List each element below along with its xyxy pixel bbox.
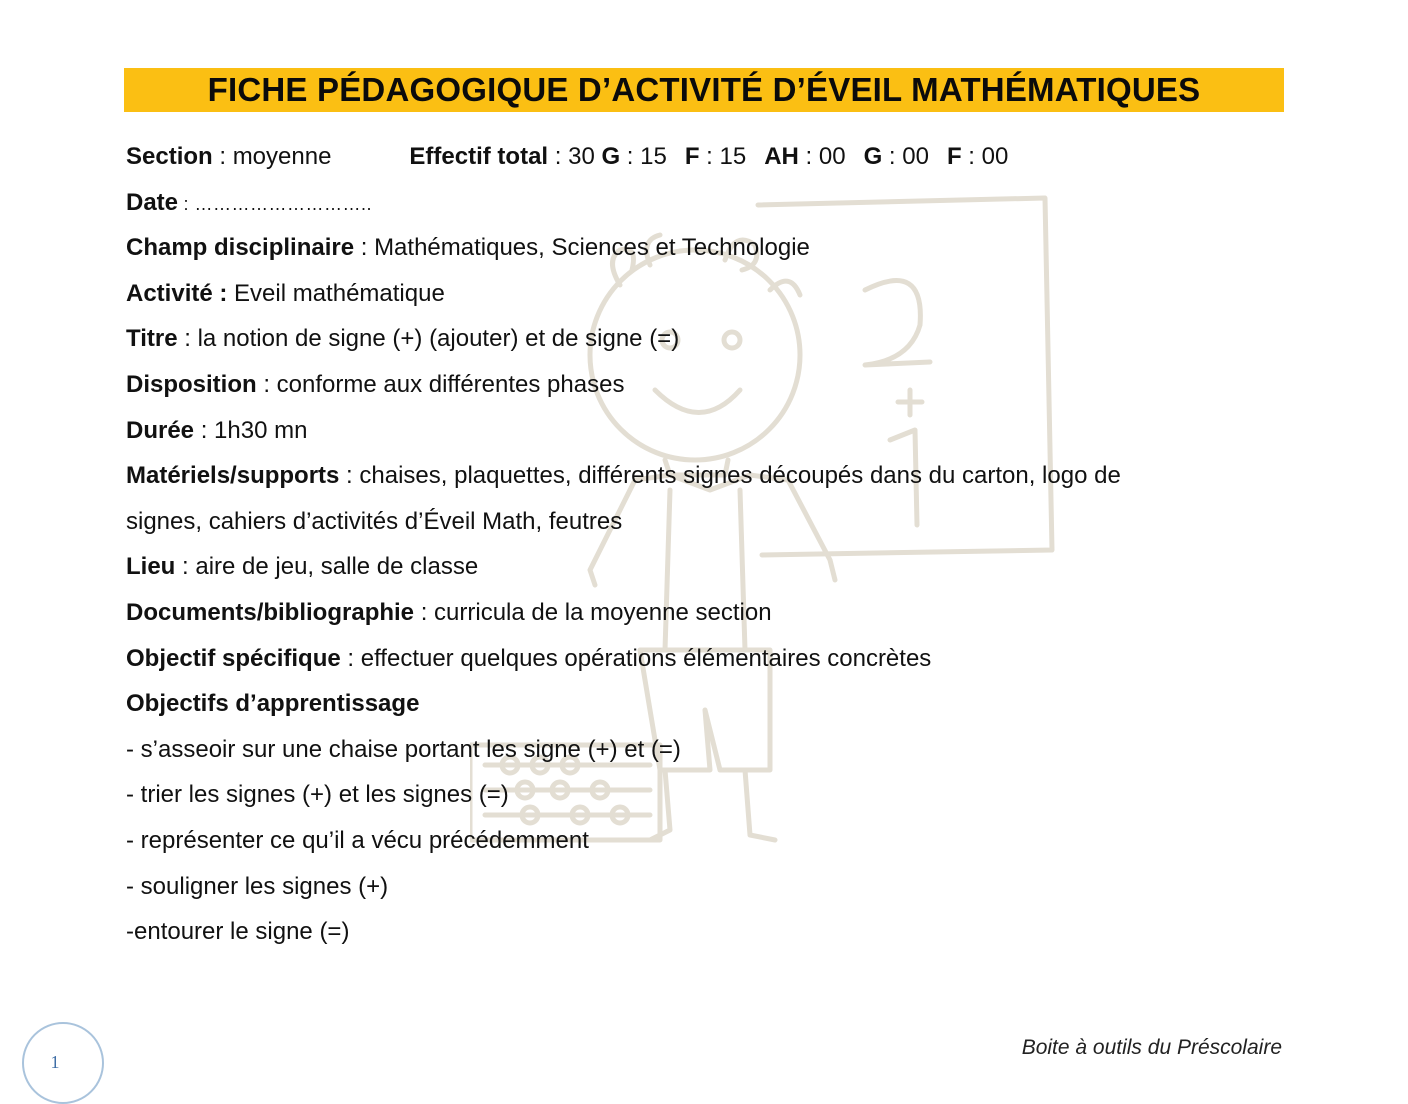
date-value: : ……………………….. (178, 193, 373, 214)
boys-label: G (601, 143, 621, 170)
list-item: - représenter ce qu’il a vécu précédemment (126, 826, 589, 854)
activite-row (126, 271, 1286, 317)
champ-row (126, 225, 1286, 271)
page-number: 1 (50, 1052, 60, 1072)
list-item: - s’asseoir sur une chaise portant les signe (+) et (=) (126, 735, 681, 763)
champ-value: : Mathématiques, Sciences et Technologie (354, 234, 810, 262)
date-label: Date (126, 188, 179, 216)
boys-value: : 15 (620, 143, 667, 170)
section-value: : moyenne (212, 143, 332, 170)
list-item: -entourer le signe (=) (126, 918, 350, 946)
page-number-badge (22, 1022, 104, 1104)
titre-value: : la notion de signe (+) (ajouter) et de signe (=) (177, 325, 680, 353)
activite-label: Activité : (126, 279, 228, 307)
disposition-value: : conforme aux différentes phases (256, 370, 625, 398)
title-banner (124, 68, 1284, 112)
list-item: - souligner les signes (+) (126, 872, 389, 900)
ah-boys-label: G (863, 143, 883, 170)
date-row (126, 180, 1286, 226)
ah-girls-label: F (946, 143, 962, 170)
disposition-label: Disposition (126, 370, 257, 398)
materiels-value-continued: signes, cahiers d’activités d’Éveil Math, feutres (126, 507, 623, 535)
girls-label: F (684, 143, 700, 170)
duree-label: Durée (126, 416, 195, 444)
section-effectif-row (126, 134, 1286, 180)
lieu-value: : aire de jeu, salle de classe (175, 553, 479, 581)
documents-label: Documents/bibliographie (126, 598, 415, 626)
girls-value: : 15 (699, 143, 747, 170)
titre-label: Titre (126, 325, 178, 353)
titre-row (126, 316, 1286, 362)
duree-row (126, 408, 1286, 454)
lesson-details (126, 134, 1286, 955)
materiels-label: Matériels/supports (126, 462, 340, 490)
materiels-row-continued (126, 499, 1286, 545)
footer-text: Boite à outils du Préscolaire (1021, 1036, 1282, 1059)
duree-value: : 1h30 mn (194, 416, 308, 444)
ah-boys-value: : 00 (882, 143, 929, 170)
page-title: FICHE PÉDAGOGIQUE D’ACTIVITÉ D’ÉVEIL MATHÉMATIQUES (207, 71, 1201, 108)
objectif-specifique-label: Objectif spécifique (126, 644, 341, 672)
section-label: Section (126, 143, 213, 170)
objectif-specifique-value: : effectuer quelques opérations élémentaires concrètes (340, 644, 932, 672)
ah-value: : 00 (798, 143, 846, 170)
lieu-label: Lieu (126, 553, 176, 581)
list-item: - trier les signes (+) et les signes (=) (126, 781, 509, 809)
lieu-row (126, 544, 1286, 590)
activite-value: Eveil mathématique (227, 279, 445, 307)
ah-label: AH (764, 143, 799, 170)
documents-row (126, 590, 1286, 636)
ah-girls-value: : 00 (961, 143, 1009, 170)
objectif-specifique-row (126, 636, 1286, 682)
champ-label: Champ disciplinaire (126, 234, 355, 262)
materiels-value: : chaises, plaquettes, différents signes découpés dans du carton, logo de (339, 462, 1121, 490)
materiels-row (126, 453, 1286, 499)
disposition-row (126, 362, 1286, 408)
objectifs-apprentissage-heading (126, 681, 1286, 727)
effectif-total-value: : 30 (548, 143, 602, 170)
effectif-label: Effectif total (409, 143, 549, 170)
documents-value: : curricula de la moyenne section (414, 598, 772, 626)
objectifs-apprentissage-label: Objectifs d’apprentissage (126, 690, 420, 718)
